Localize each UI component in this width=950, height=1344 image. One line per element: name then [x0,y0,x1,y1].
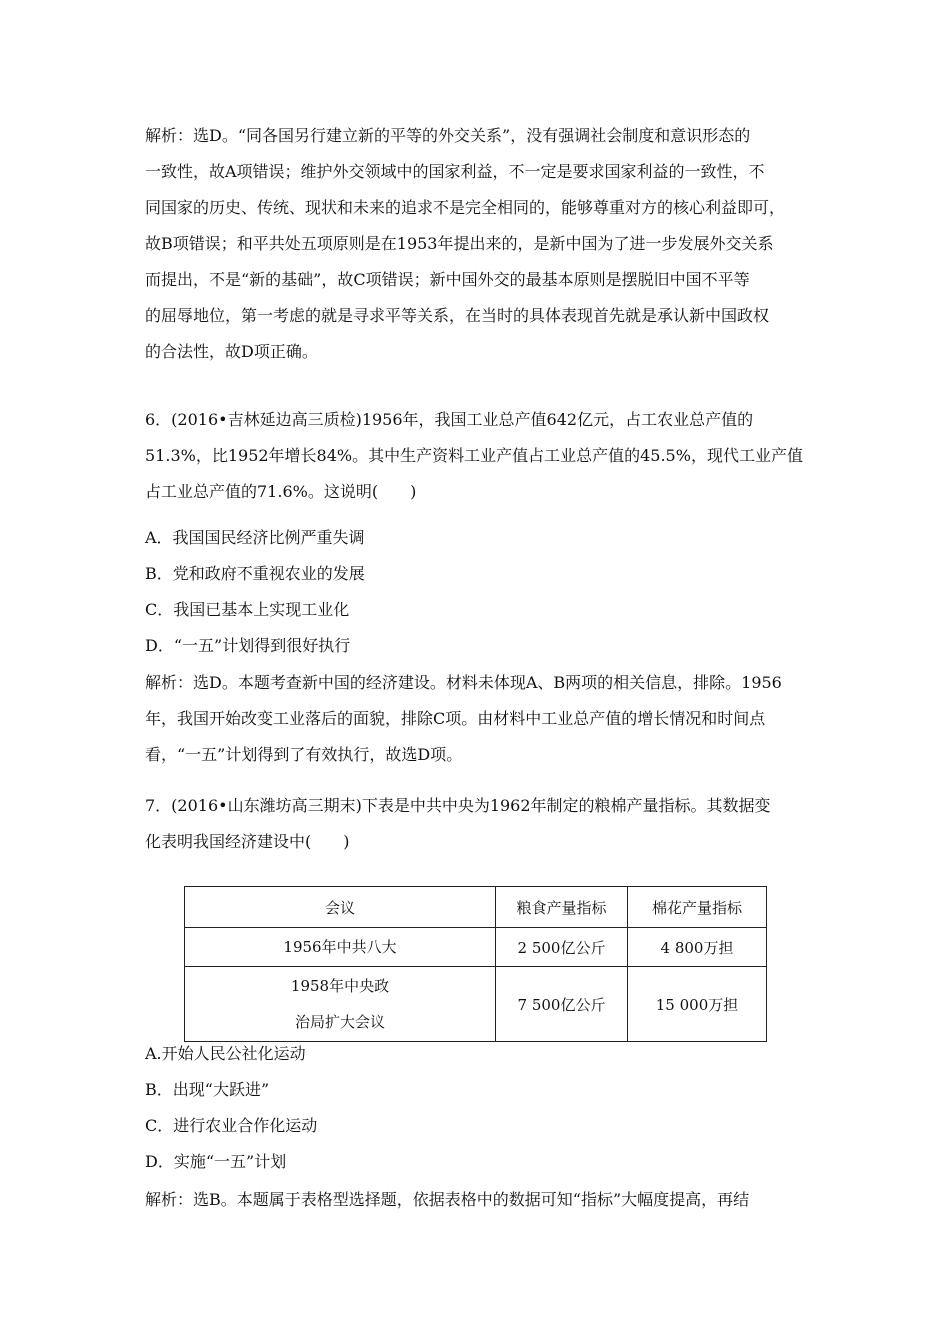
q6-stem-line: 6．(2016•吉林延边高三质检)1956年，我国工业总产值642亿元，占工农业总产值的 [145,410,754,429]
q5-analysis-line: 解析：选D。“同各国另行建立新的平等的外交关系”，没有强调社会制度和意识形态的 [145,126,751,145]
q7-analysis-line: 解析：选B。本题属于表格型选择题，依据表格中的数据可知“指标”大幅度提高，再结 [145,1190,750,1209]
q5-analysis-line: 一致性，故A项错误；维护外交领域中的国家利益，不一定是要求国家利益的一致性，不 [145,162,765,181]
q7-stem [145,788,815,860]
cell-meeting-line: 1958年中央政 [290,977,390,995]
q6-analysis-line: 解析：选D。本题考查新中国的经济建设。材料未体现A、B两项的相关信息，排除。1956 [145,673,782,692]
q6-analysis-line: 看，“一五”计划得到了有效执行，故选D项。 [145,745,463,764]
q7-analysis [145,1182,815,1218]
q5-analysis-line: 的合法性，故D项正确。 [145,342,318,361]
q7-option-b: B．出现“大跃进” [145,1080,270,1099]
q5-analysis-line: 故B项错误；和平共处五项原则是在1953年提出来的，是新中国为了进一步发展外交关系 [145,234,774,253]
cell-cotton: 4 800万担 [628,928,767,967]
production-target-table [184,886,767,1042]
cell-grain: 7 500亿公斤 [496,967,628,1042]
header-meeting: 会议 [185,887,496,928]
q6-option-c: C．我国已基本上实现工业化 [145,600,350,619]
cell-cotton: 15 000万担 [628,967,767,1042]
table-row [185,967,767,1042]
q5-analysis [145,118,815,370]
q6-stem-line: 51.3%，比1952年增长84%。其中生产资料工业产值占工业总产值的45.5%，现代工业产值 [145,446,803,465]
q5-analysis-line: 的屈辱地位，第一考虑的就是寻求平等关系，在当时的具体表现首先就是承认新中国政权 [145,306,770,325]
cell-meeting-line: 治局扩大会议 [294,1013,385,1031]
q7-option-c: C．进行农业合作化运动 [145,1116,318,1135]
q6-option-a: A．我国国民经济比例严重失调 [145,528,365,547]
cell-meeting [185,967,496,1042]
q5-analysis-line: 同国家的历史、传统、现状和未来的追求不是完全相同的，能够尊重对方的核心利益即可， [145,198,786,217]
q7-stem-line: 7．(2016•山东潍坊高三期末)下表是中共中央为1962年制定的粮棉产量指标。其数据变 [145,796,771,815]
header-cotton: 棉花产量指标 [628,887,767,928]
q6-stem [145,402,815,510]
q6-option-d: D．“一五”计划得到很好执行 [145,636,351,655]
table-header-row [185,887,767,928]
q6-stem-line: 占工业总产值的71.6%。这说明( ) [145,482,417,501]
cell-grain: 2 500亿公斤 [496,928,628,967]
q5-analysis-line: 而提出，不是“新的基础”，故C项错误；新中国外交的最基本原则是摆脱旧中国不平等 [145,270,750,289]
q6-option-b: B．党和政府不重视农业的发展 [145,564,365,583]
table-row [185,928,767,967]
q6-analysis-line: 年，我国开始改变工业落后的面貌，排除C项。由材料中工业总产值的增长情况和时间点 [145,709,766,728]
q7-option-a: A.开始人民公社化运动 [145,1044,306,1063]
q7-option-d: D．实施“一五”计划 [145,1152,287,1171]
q6-analysis [145,665,815,773]
cell-meeting-line: 1956年中共八大 [283,938,397,956]
q7-stem-line: 化表明我国经济建设中( ) [145,832,350,851]
header-grain: 粮食产量指标 [496,887,628,928]
cell-meeting [185,928,496,967]
